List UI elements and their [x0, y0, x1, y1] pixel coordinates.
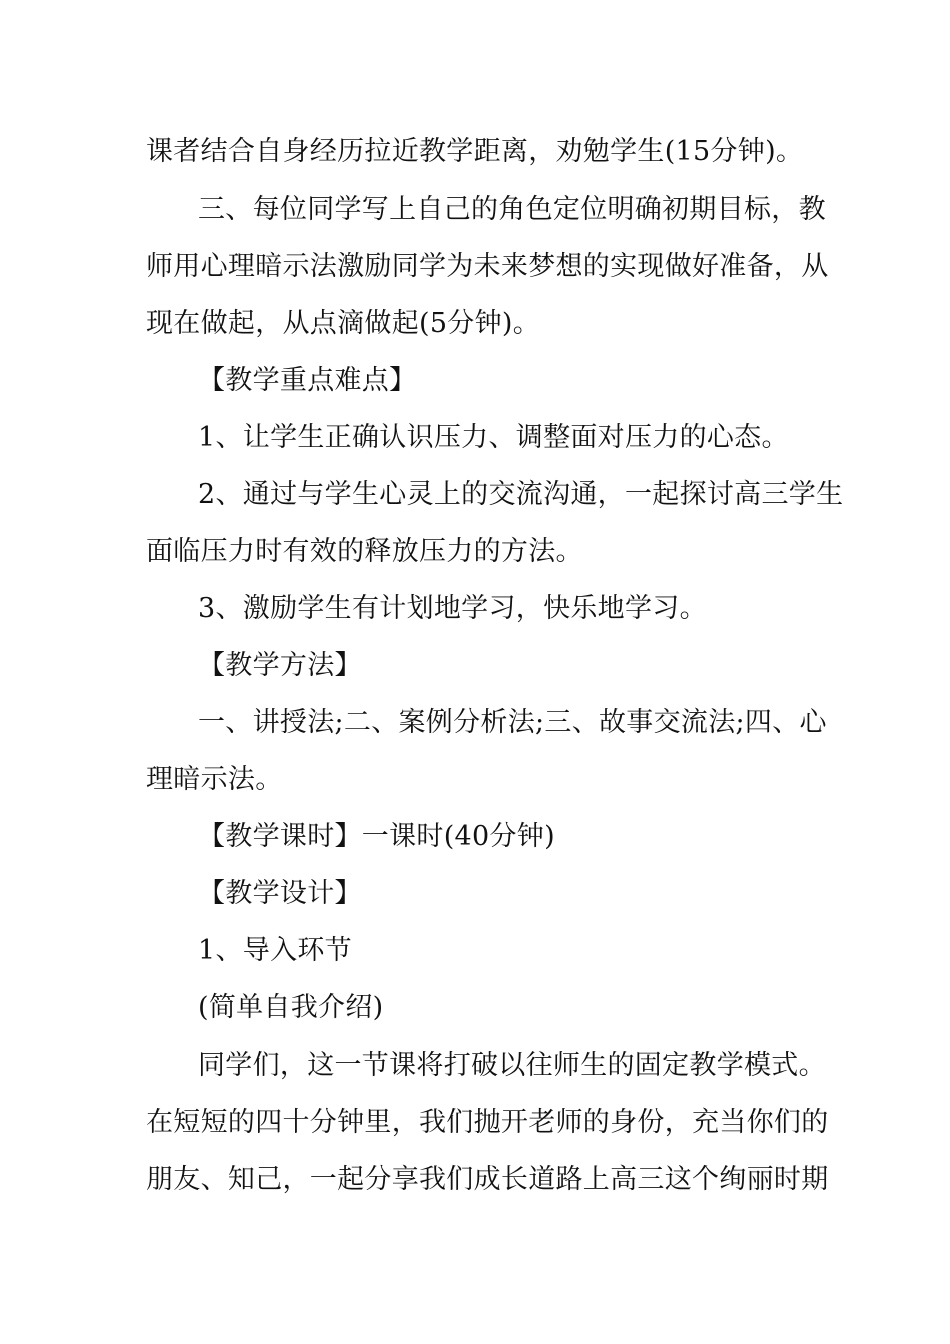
- paragraph-line: 朋友、知己，一起分享我们成长道路上高三这个绚丽时期: [146, 1164, 829, 1195]
- paragraph-line: 理暗示法。: [146, 764, 283, 795]
- paragraph-line: (简单自我介绍): [198, 992, 384, 1023]
- paragraph-line: 课者结合自身经历拉近教学距离，劝勉学生(15分钟)。: [146, 136, 804, 167]
- section-heading: 【教学课时】一课时(40分钟): [198, 821, 555, 852]
- section-heading: 【教学重点难点】: [198, 365, 417, 396]
- paragraph-line: 面临压力时有效的释放压力的方法。: [146, 536, 583, 567]
- paragraph-line: 一、讲授法;二、案例分析法;三、故事交流法;四、心: [198, 707, 827, 738]
- paragraph-line: 1、让学生正确认识压力、调整面对压力的心态。: [198, 422, 789, 453]
- section-heading: 【教学方法】: [198, 650, 362, 681]
- paragraph-line: 现在做起，从点滴做起(5分钟)。: [146, 308, 541, 339]
- paragraph-line: 同学们，这一节课将打破以往师生的固定教学模式。: [198, 1050, 826, 1081]
- paragraph-line: 在短短的四十分钟里，我们抛开老师的身份，充当你们的: [146, 1107, 829, 1138]
- subsection-heading: 1、导入环节: [198, 935, 352, 966]
- paragraph-line: 2、通过与学生心灵上的交流沟通，一起探讨高三学生: [198, 479, 844, 510]
- paragraph-line: 3、激励学生有计划地学习，快乐地学习。: [198, 593, 707, 624]
- paragraph-line: 师用心理暗示法激励同学为未来梦想的实现做好准备，从: [146, 251, 829, 282]
- paragraph-line: 三、每位同学写上自己的角色定位明确初期目标，教: [198, 194, 826, 225]
- section-heading: 【教学设计】: [198, 878, 362, 909]
